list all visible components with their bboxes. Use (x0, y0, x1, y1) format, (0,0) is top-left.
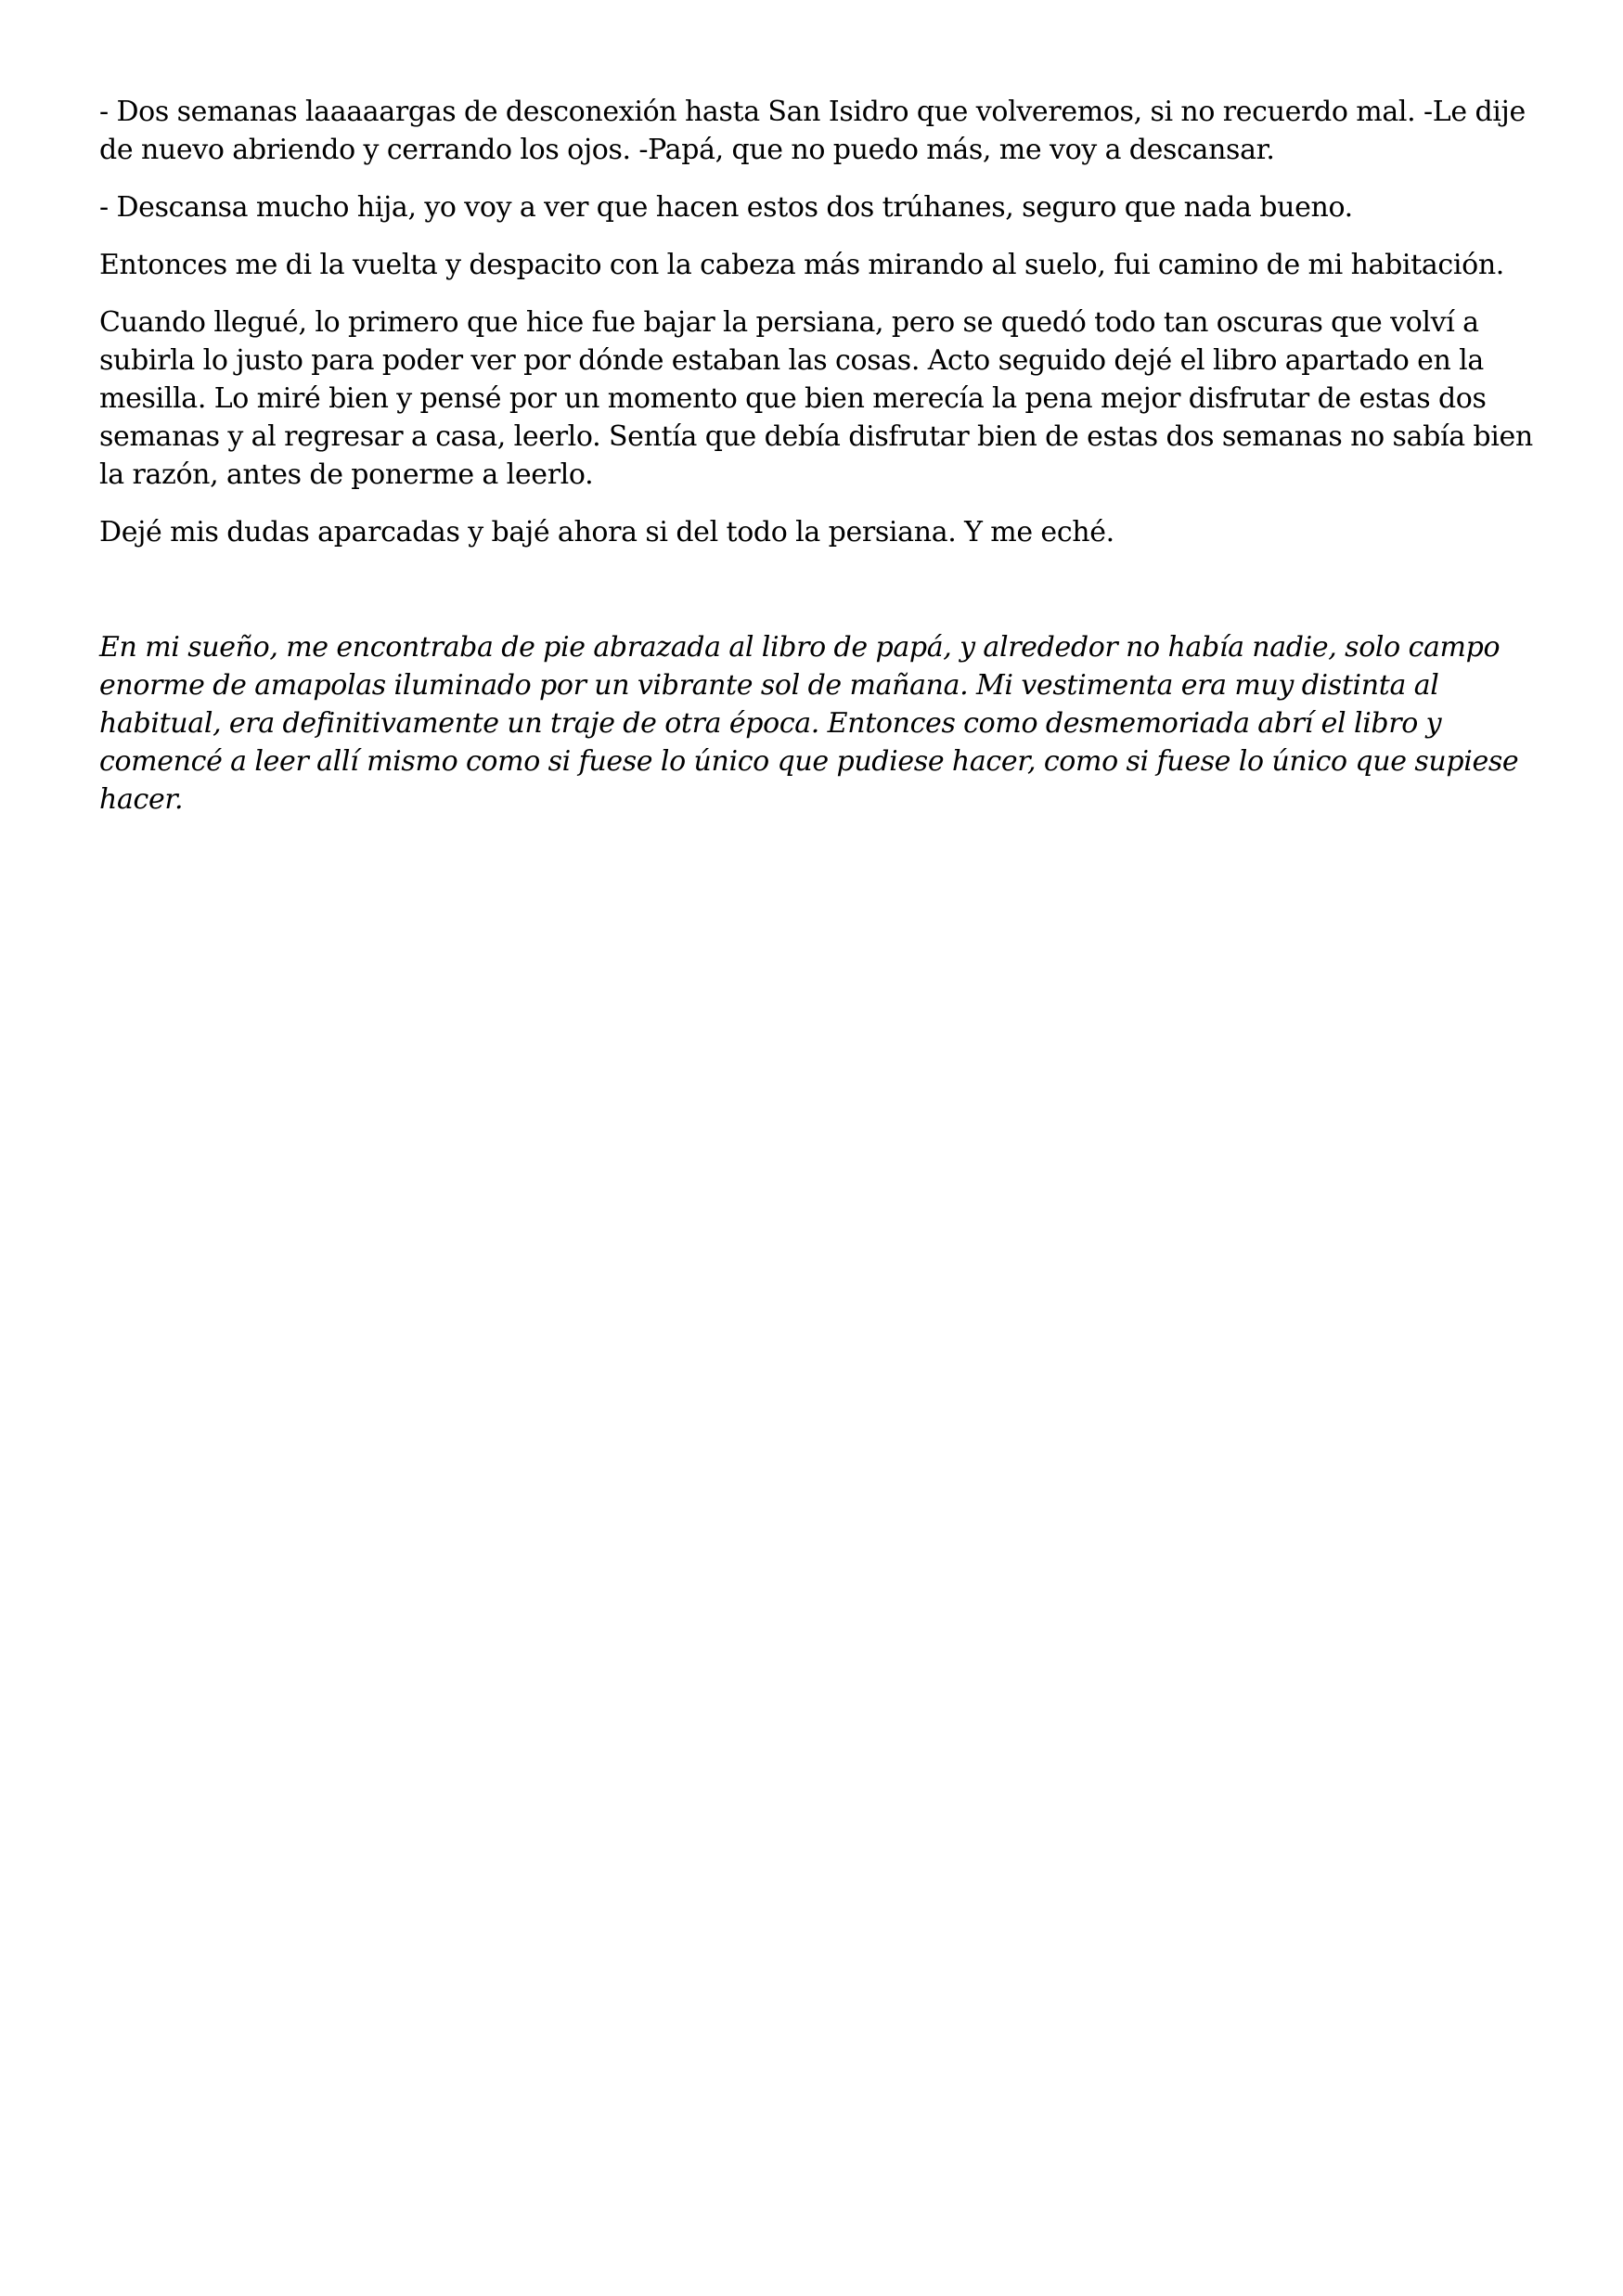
narrative-paragraph-2: Cuando llegué, lo primero que hice fue bajar la persiana, pero se quedó todo tan oscuras que volví a subirla lo justo para poder ver por dónde estaban las cosas. Acto seguido dejé el libro apartado en la mesilla. Lo miré bien y pensé por un momento que bien merecía la pena mejor disfrutar de estas dos semanas y al regresar a casa, leerlo. Sentía que debía disfrutar bien de estas dos semanas no sabía bien la razón, antes de ponerme a leerlo. (99, 306, 1533, 491)
dialogue-paragraph-2: - Descansa mucho hija, yo voy a ver que hacen estos dos trúhanes, seguro que nada bueno. (99, 191, 1353, 224)
dream-paragraph: En mi sueño, me encontraba de pie abrazada al libro de papá, y alrededor no había nadie, solo campo enorme de amapolas iluminado por un vibrante sol de mañana. Mi vestimenta era muy distinta al habitual, era definitivamente un traje de otra época. Entonces como desmemoriada abrí el libro y comencé a leer allí mismo como si fuese lo único que pudiese hacer, como si fuese lo único que supiese hacer. (99, 631, 1519, 816)
document-body (99, 93, 1547, 838)
dialogue-paragraph-1: - Dos semanas laaaaargas de desconexión hasta San Isidro que volveremos, si no recuerdo mal. -Le dije de nuevo abriendo y cerrando los ojos. -Papá, que no puedo más, me voy a descansar. (99, 96, 1526, 166)
narrative-paragraph-1: Entonces me di la vuelta y despacito con la cabeza más mirando al suelo, fui camino de mi habitación. (99, 249, 1504, 281)
narrative-paragraph-3: Dejé mis dudas aparcadas y bajé ahora si del todo la persiana. Y me eché. (99, 516, 1114, 548)
